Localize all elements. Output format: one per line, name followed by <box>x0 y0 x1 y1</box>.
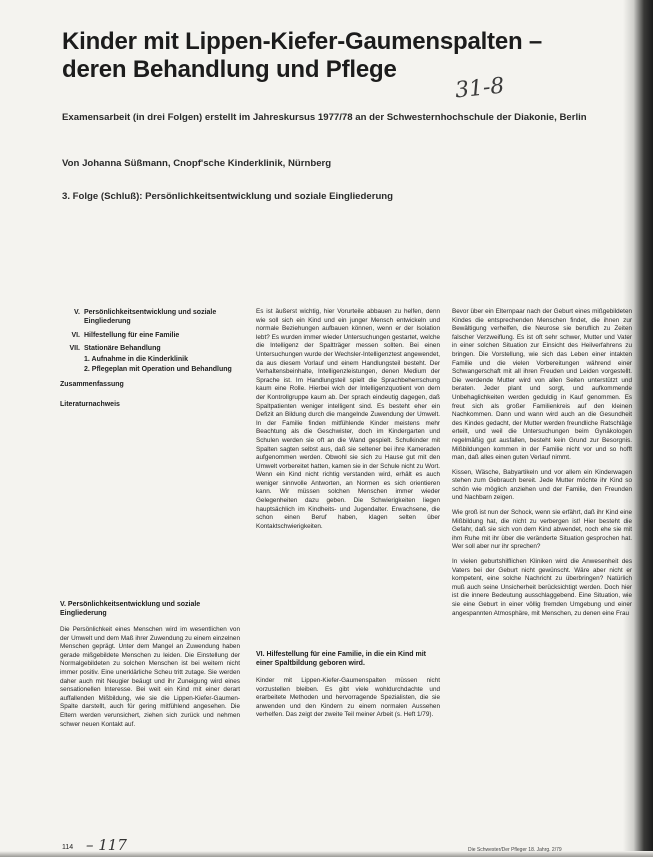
journal-footer: Die Schwester/Der Pfleger 18. Jahrg. 2/79 <box>468 847 562 853</box>
section-v-paragraph: Die Persönlichkeit eines Menschen wird im wesentlichen von der Umwelt und dem Maß ihrer Zuwendung zu einem einzelnen Menschen geprägt. Unter dem Mangel an Zuwendung haben gerade mißgebildete Menschen zu leiden. Die Einstellung der Normalgebildeten zu solchen Menschen ist bei weitem nicht immer positiv. Eine unerklärliche Scheu tritt zutage. Sie werden daher auch mit Neugier beäugt und ihr Zuneigung wird eines sensationellen Interesse. Bei weit ein Kind mit einer derart auffallenden Mißbildung, wie sie die Lippen-Kiefer-Gaumen-Spalte darstellt, auch für gering mitfühlend angesehen. Die Eltern werden verunsichert, ziehen sich zurück und nehmen schwer neuen Kontakt auf. <box>60 626 240 728</box>
toc-item-text: Stationäre Behandlung <box>84 345 161 353</box>
section-vi-body <box>256 677 440 720</box>
toc-bibliography: Literaturnachweis <box>60 400 120 408</box>
toc-item <box>60 308 240 327</box>
toc-summary: Zusammenfassung <box>60 381 124 389</box>
table-of-contents <box>60 308 240 419</box>
article-title <box>62 28 602 84</box>
toc-item-text: Persönlichkeitsentwicklung und soziale Eingliederung <box>84 309 217 326</box>
column-3-body <box>452 308 632 624</box>
handwritten-note: 31-8 <box>453 73 506 104</box>
toc-subitem: 2. Pflegeplan mit Operation und Behandlung <box>84 366 232 374</box>
column-3-paragraph: In vielen geburtshilflichen Kliniken wird die Anwesenheit des Vaters bei der Geburt nicht gewünscht. Wäre aber nicht er kompetent, eine solche Nachricht zu überbringen? Natürlich muß auch seine Unsicherheit berücksichtigt werden. Doch hier ist die innere Bedeutung ausschlaggebend. Eine Situation, wie sie eine Geburt in einer völlig fremden Umgebung und einer angespannten Atmosphäre, mit Menschen, zu denen eine Frau <box>452 558 632 617</box>
article-title-line-1: Kinder mit Lippen-Kiefer-Gaumenspalten – <box>62 28 543 55</box>
handwritten-page-number: – 117 <box>86 836 127 854</box>
toc-item <box>60 331 240 340</box>
column-2-paragraph: Es ist äußerst wichtig, hier Vorurteile abbauen zu helfen, denn wie soll sich ein Kind und ein junger Mensch entwickeln und normale Beziehungen aufbauen können, wenn er der Isolation lebt? Es wurden immer wieder Untersuchungen gestartet, welche die Intelligenz der Spaltträger messen sollten. Bei einen Untersuchungen wurde der Wechsler-Intelligenztest angewendet, da aus diesem Vorlauf und einem Handlungsteil besteht. Der Verhaltensbeinhalte, Intelligenzleistungen, denen Medium der Sprache ist. Im Handlungsteil spielt die Sprachbeherrschung kaum eine Rolle. Hierbei wich der Intelligenzquotient von dem der Kontrollgruppe kaum ab. Der sprach eindeutig dagegen, daß Spaltpatienten weniger intelligent sind. Es besteht eher ein Defizit an Bildung durch die mangelnde Zuwendung der Umwelt. In der Familie finden mitfühlende Kinder meistens mehr Beachtung als die Geschwister, doch im Kindergarten und Schulen werden sie oft an die Wand gespielt. Schulkinder mit Spalten sagten selbst aus, daß sie seltener bei ihre Kameraden aufgenommen werden. Obwohl sie sich zu Hause gut mit den Umwelt vorbereitet hatten, kamen sie in der Schule nicht zu Wort. Wenn ein Kind nicht richtig verstanden wird, erhält es auch weniger sinnvolle Antworten, an Normen es sich orientieren kann. Wir müssen solchen Menschen immer wieder Gelegenheiten dazu geben. Die Schwierigkeiten liegen hauptsächlich im Kindheits- und Jugendalter. Erwachsene, die schon einen Beruf haben, klagen selten über Kontaktschwierigkeiten. <box>256 308 440 530</box>
section-v-heading: V. Persönlichkeitsentwicklung und soziale Eingliederung <box>60 601 201 618</box>
column-3-paragraph: Bevor über ein Elternpaar nach der Geburt eines mißgebildeten Kindes die entsprechenden Menschen findet, die ihnen zur Bewältigung verhelfen, die Neurose sie beruflich zu Zeiten falscher Verzweiflung. Es ist oft sehr schwer, Mutter und Vater in einer solchen Situation zur Einsicht des Heilverfahrens zu bringen. Die Vorstellung, wie sich das Leben einer intakten Familie und die vielen Vorbereitungen während einer Schwangerschaft mit all ihren Freuden und Leiden vorgestellt. Die werdende Mutter wird von allen Seiten unterstützt und beraten. Jeder plant und sorgt, und aufkommende Unbehaglichkeiten werden geduldig in Kauf genommen. Es freut sich als großer Familienkreis auf den kleinen Nachkommen. Dann und wann wird auch an die Gesundheit des Kindes gedacht, der Mutter werden freundliche Ratschläge erteilt, und weil die Untersuchungen beim Gynäkologen regelmäßig gut ausfallen, besteht kein Grund zur Besorgnis. Mißbildungen kommen in der Familie nicht vor und so hofft man, daß alles einen guten Verlauf nimmt. <box>452 308 632 462</box>
toc-subitem: 1. Aufnahme in die Kinderklinik <box>84 355 188 363</box>
series-info: 3. Folge (Schluß): Persönlichkeitsentwicklung und soziale Eingliederung <box>62 191 394 202</box>
toc-item-number: V. <box>74 309 80 316</box>
column-2-body <box>256 308 440 531</box>
section-v-body <box>60 626 240 729</box>
toc-item-number: VI. <box>71 331 80 339</box>
article-author: Von Johanna Süßmann, Cnopf'sche Kinderklinik, Nürnberg <box>62 158 332 169</box>
column-3-paragraph: Kissen, Wäsche, Babyartikeln und vor allem ein Kinderwagen stehen zum Gebrauch bereit. Jede Mutter möchte ihr Kind so schön wie möglich anziehen und der Familie, den Freunden und Nachbarn zeigen. <box>452 468 632 502</box>
section-vi-heading: VI. Hilfestellung für eine Familie, in die ein Kind mit einer Spaltbildung geboren wird. <box>256 651 426 668</box>
article-title-line-2: deren Behandlung und Pflege <box>62 56 397 83</box>
page-number: 114 <box>62 844 74 851</box>
toc-item-text: Hilfestellung für eine Familie <box>84 331 180 339</box>
section-vi-paragraph: Kinder mit Lippen-Kiefer-Gaumenspalten müssen nicht vorzustellen bleiben. Es gibt viele wohldurchdachte und erarbeitete Methoden und hervorragende Spezialisten, die sie anwenden und den Kindern zu einem normalen Aussehen verhelfen. Das zeigt der zweite Teil meiner Arbeit (s. Heft 1/79). <box>256 677 440 719</box>
article-subtitle: Examensarbeit (in drei Folgen) erstellt im Jahreskursus 1977/78 an der Schwesternhochschule der Diakonie, Berlin <box>62 112 587 123</box>
column-3-paragraph: Wie groß ist nun der Schock, wenn sie erfährt, daß ihr Kind eine Mißbildung hat, die nicht zu verbergen ist! Hier besteht die Gefahr, daß sie sich von dem Kind abwendet, noch ehe sie mit ihm Ruhe mit ihr über die veränderte Situation gesprochen hat. Wer soll aber nur ihr sprechen? <box>452 509 632 551</box>
toc-item <box>60 344 240 353</box>
toc-item-number: VII. <box>69 345 80 353</box>
